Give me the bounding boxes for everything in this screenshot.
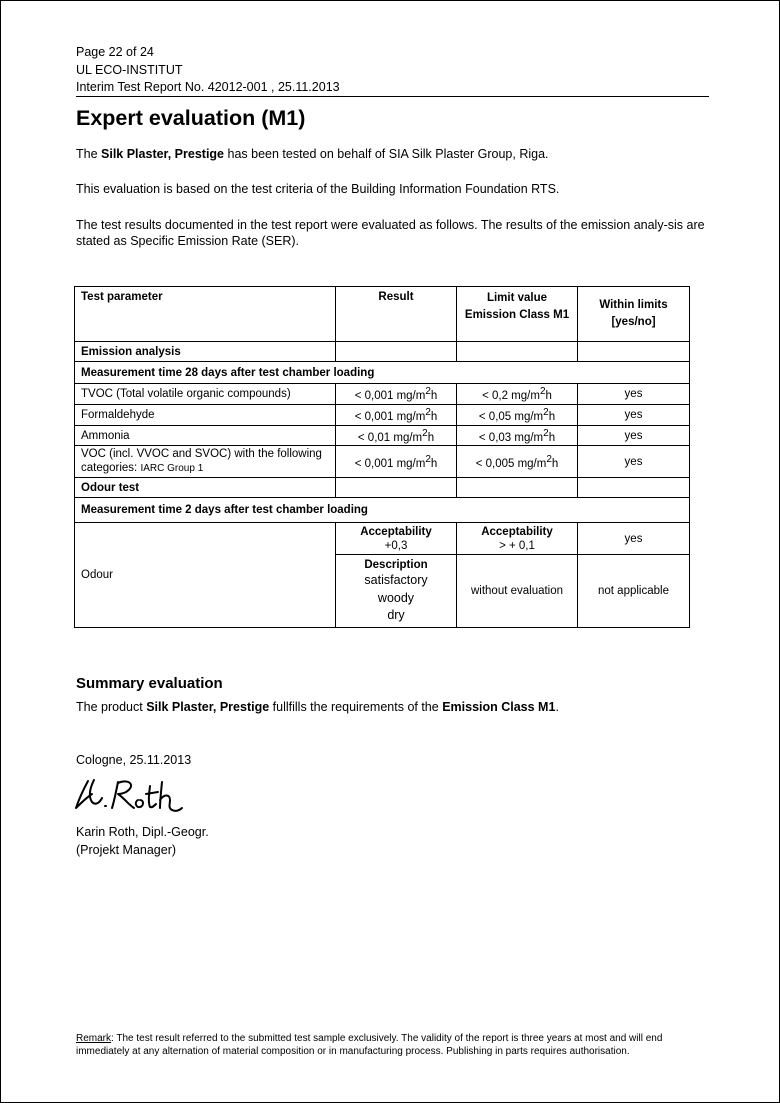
intro-paragraph-1 xyxy=(76,147,706,163)
limit-cell: < 0,03 $mg/m^2h$ xyxy=(457,425,578,446)
institute-name: UL ECO-INSTITUT xyxy=(76,62,183,77)
section-row xyxy=(75,498,690,523)
section-row xyxy=(75,342,690,362)
result-cell: < 0,01 $mg/m^2h$ xyxy=(336,425,457,446)
header-result: Result xyxy=(336,287,457,342)
header-limit-value: Limit value Emission Class M1 xyxy=(457,287,578,342)
description-limit-cell: without evaluation xyxy=(457,555,578,628)
section-2-days: Measurement time 2 days after test chamber loading xyxy=(75,498,690,523)
param-cell: TVOC (Total volatile organic compounds) xyxy=(75,384,336,405)
empty-cell xyxy=(336,342,457,362)
within-cell: yes xyxy=(578,446,690,478)
page-number: Page 22 of 24 xyxy=(76,45,154,59)
param-cell: Formaldehyde xyxy=(75,404,336,425)
empty-cell xyxy=(457,478,578,498)
empty-cell xyxy=(457,342,578,362)
section-28-days: Measurement time 28 days after test chamber loading xyxy=(75,362,690,384)
intro-text: The xyxy=(76,147,102,161)
table-row xyxy=(75,404,690,425)
within-cell: yes xyxy=(578,384,690,405)
signer-block xyxy=(76,824,209,859)
intro-paragraph-2: This evaluation is based on the test criteria of the Building Information Foundation RTS. xyxy=(76,182,560,196)
product-name: Silk Plaster, Prestige xyxy=(101,147,225,161)
empty-cell xyxy=(578,342,690,362)
description-within-cell: not applicable xyxy=(578,555,690,628)
header-test-parameter: Test parameter xyxy=(75,287,336,342)
page-title: Expert evaluation (M1) xyxy=(76,106,306,130)
table-row xyxy=(75,384,690,405)
section-odour-test: Odour test xyxy=(75,478,336,498)
acceptability-result-cell: Acceptability +0,3 xyxy=(336,523,457,555)
summary-paragraph: The product Silk Plaster, Prestige fullfills the requirements of the Emission Class M1. xyxy=(76,700,559,714)
header-within-limits: Within limits [yes/no] xyxy=(578,287,690,342)
intro-paragraph-3: The test results documented in the test report were evaluated as follows. The results of the emission analy-sis are stated as Specific Emission Rate (SER). xyxy=(76,218,705,248)
result-cell: < 0,001 $mg/m^2h$ xyxy=(336,446,457,478)
summary-title: Summary evaluation xyxy=(76,675,223,692)
limit-cell: < 0,2 $mg/m^2h$ xyxy=(457,384,578,405)
remark-label: Remark xyxy=(76,1033,112,1044)
result-cell: < 0,001 $mg/m^2h$ xyxy=(336,404,457,425)
within-cell: yes xyxy=(578,404,690,425)
empty-cell xyxy=(336,478,457,498)
intro-text: has been tested on behalf of SIA Silk Plaster Group, Riga. xyxy=(224,147,549,161)
table-header-row xyxy=(75,287,690,342)
description-result-cell: Description satisfactory woody dry xyxy=(336,555,457,628)
signature xyxy=(72,772,192,818)
place-date: Cologne, 25.11.2013 xyxy=(76,753,192,767)
param-cell: Ammonia xyxy=(75,425,336,446)
empty-cell xyxy=(578,478,690,498)
remark-footnote xyxy=(76,1033,716,1058)
page-header xyxy=(76,44,709,97)
section-emission-analysis: Emission analysis xyxy=(75,342,336,362)
limit-cell: < 0,005 $mg/m^2h$ xyxy=(457,446,578,478)
table-row xyxy=(75,523,690,555)
section-row xyxy=(75,362,690,384)
evaluation-table xyxy=(74,286,690,628)
header-divider xyxy=(76,96,709,97)
section-row xyxy=(75,478,690,498)
within-cell: yes xyxy=(578,425,690,446)
report-reference: Interim Test Report No. 42012-001 , 25.11.2013 xyxy=(76,80,340,94)
remark-text: : The test result referred to the submitted test sample exclusively. The validity of the report is three years at most and will end immediately at any alternation of material composition or in manufacturing process. Publishing in parts requires authorisation. xyxy=(76,1033,663,1057)
limit-cell: < 0,05 $mg/m^2h$ xyxy=(457,404,578,425)
param-cell: VOC (incl. VVOC and SVOC) with the following categories: IARC Group 1 xyxy=(75,446,336,478)
table-row xyxy=(75,446,690,478)
table-row xyxy=(75,425,690,446)
signer-role: (Projekt Manager) xyxy=(76,842,177,857)
acceptability-within-cell: yes xyxy=(578,523,690,555)
acceptability-limit-cell: Acceptability > + 0,1 xyxy=(457,523,578,555)
result-cell: < 0,001 $mg/m^2h$ xyxy=(336,384,457,405)
odour-param-cell: Odour xyxy=(75,523,336,628)
signer-name: Karin Roth, Dipl.-Geogr. xyxy=(76,825,209,839)
